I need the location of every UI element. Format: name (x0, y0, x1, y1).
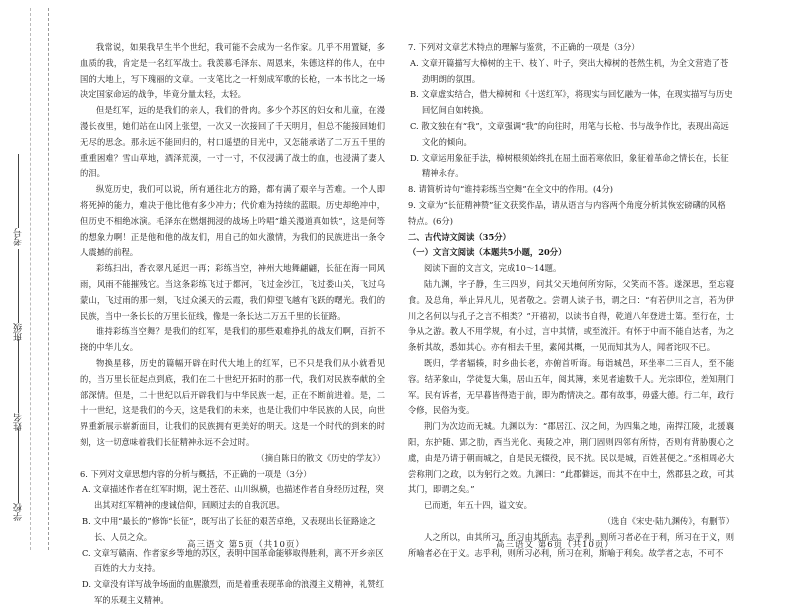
essay-source: （摘自陈日的散文《历史的学友》） (256, 452, 385, 463)
exam-no-line[interactable] (18, 154, 19, 228)
classical-passage-paragraph: 人之所以，由其所习，所习由其所志。志乎利，则所习者必在于利，所习在于义，则所喻者必在于义。志乎利，则所习必利，所习在利，斯喻于利矣。故学者之志，不可不 (408, 531, 734, 558)
classical-passage-paragraph: 已而逝，年五十四，谥文安。 (424, 500, 532, 511)
binding-line-outer (48, 8, 49, 550)
classical-passage-paragraph: 荆门为次边而无城。九渊以为：“郡居江、汉之间，为四集之地，南捍江陵，北援襄阳，东护随、郢之肋，西当光化、夷陵之冲，荆门固则四邻有所恃，否则有背胁腹心之虞，由是乃请于朝而城之，自是民无辍役，民不扰。民以是城，百姓甚便之。”丞相周必大尝称荆门之政，以为躬行之效。九渊曰：“此郡僻远，而其不在中土，然郡县之政，可其其门，即谓之矣。” (408, 421, 734, 495)
question-7-stem: 7. 下列对文章艺术特点的理解与鉴赏，不正确的一项是（3分） (408, 42, 640, 52)
class-field (10, 245, 26, 341)
right-column (408, 40, 734, 561)
binding-strip (0, 0, 60, 558)
exam-no-label: 考号 (13, 228, 24, 246)
section-heading: 二、古代诗文阅读（35分） (408, 231, 511, 242)
binding-line-inner (30, 8, 31, 550)
class-line[interactable] (18, 249, 19, 323)
question-7-option-d[interactable]: D. 文章运用象征手法，樟树根须始终扎在屈土面若寒依旧，象征着革命之情长在，长征精神永存。 (410, 152, 729, 179)
name-label: 姓名 (13, 413, 24, 431)
classical-passage-paragraph: 陆九渊，字子静，生三四岁，问其父天地何所穷际，父笑而不答。遂深思，至忘寝食。及总角，举止异凡儿，见者敬之。尝谓人读子书，谓之曰：“有若伊川之言，若为伊川之名何以与孔子之言不相类？”开禧初，以读书自得，乾道八年登进士第。至行在，士争从之游。教人不用学规，有小过，言中其情，或至流汗。有怀于中而不能自达者，为之条析其故，悉如其心。亦有相去千里，素闻其概，一见而知其为人，闻者诧叹不已。 (408, 278, 734, 353)
question-7-option-b[interactable]: B. 文章虚实结合，借大樟树和《十送红军》，将现实与回忆融为一体，在现实描写与历史回忆间自如转换。 (410, 89, 733, 116)
question-7-option-c[interactable]: C. 散文独在有“我”，文章强调“我”的向往时，用笔与长枪、书与战争作比，表现出高远文化的倾向。 (410, 120, 729, 147)
reading-instruction: 阅读下面的文言文，完成10～14题。 (424, 263, 562, 274)
exam-no-field (10, 150, 26, 246)
page-footer-right: 高三语文 第6页（共10页） (496, 540, 614, 550)
question-6-option-d[interactable]: D. 文章没有详写战争场面的血腥激烈，而是着重表现革命的浪漫主义精神，礼赞红军的乐观主义精神。 (82, 579, 385, 605)
subsection-heading: （一）文言文阅读（本题共5小题，20分） (408, 247, 567, 258)
question-6-stem: 6. 下列对文章思想内容的分析与概括，不正确的一项是（3分） (80, 468, 312, 479)
name-line[interactable] (18, 339, 19, 413)
name-field (10, 335, 26, 431)
class-label: 班级 (13, 323, 24, 341)
essay-paragraph: 谁持彩练当空舞？是我们的红军，是我们的那些艰难挣扎的战友们啊，百折不挠的中华儿女。 (80, 326, 385, 353)
essay-paragraph: 我常说，如果我早生半个世纪，我可能不会成为一名作家。几乎不用置疑，多血质的我，肯定是一名红军战士。我羡慕毛泽东、周恩来，朱德这样的伟人，在中国的大地上，写下瑰丽的文章。一支笔比之一杆刻成军歌的长枪，一本书比之一场决定国家命运的战争，毕竟分量太轻，太轻。 (80, 42, 385, 100)
school-label: 学校 (13, 503, 24, 521)
classical-passage-source: （选自《宋史·陆九渊传》，有删节） (602, 515, 734, 526)
left-column (80, 40, 385, 609)
question-6-option-a[interactable]: A. 文章描述作者在红军时期，泥土苍茫、山川纵横，也描述作者自身经历过程，突出其对红军精神的虔诚信仰，回顾过去的自我沉思。 (82, 484, 384, 511)
essay-paragraph: 纵览历史，我们可以说，所有通往北方的路，都有满了艰辛与苦难。一个人即将死掉的能力，难决于他比他有多少冲力；代价难为持续的蓝眼。历史却绝冲中，但历史不相绝冰演。毛泽东在燃烟拥浸的战场上吟唱“雄关漫道真如铁”，这是何等的想象力啊！正是他和他的战友们，用自己的如火激情，为我们的民族进出一条令人震撼的前程。 (80, 184, 385, 258)
question-6-option-b[interactable]: B. 文中用“最长的”修饰“长征”，既写出了长征的艰苦卓绝，又表现出长征路途之长、人员之众。 (82, 515, 376, 542)
question-6-option-c[interactable]: C. 文章写赣南、作者家乡等地的苏区，表明中国革命能够取得胜利，离不开乡亲区百姓的大力支持。 (82, 547, 384, 574)
page-footer-left: 高三语文 第5页（共10页） (187, 540, 305, 550)
question-9: 9. 文章为“长征精神赞”征文获奖作品，请从语言与内容两个角度分析其恢宏磅礴的风格特点。(6分) (408, 199, 726, 226)
essay-paragraph: 物换星移，历史的篇幅开辟在时代大地上的红军，已不只是我们从小就看见的，当万里长征起点到底，我们在二十世纪开拓时的那一代，我们对民族奉献的全部深情。但是，二十世纪以后开辟我们与中华民族一起，正在不断前进着。是，二十一世纪，这是我们的今天，这是我们的未来，也是让我们中华民族的人民，向世界重新展示崭新面目，让我们的民族拥有更美好的明天。这是一个时代的到来的时刻，这一切意味着我们长征精神永远不会过时。 (80, 357, 385, 447)
classical-passage-paragraph: 既归，学者辐辏，时乡曲长老，亦俯首听诲。每诣城邑，环坐率二三百人，至不能容。结茅象山，学徒复大集，居山五年，阅其簿，来见者逾数千人。光宗即位，差知荆门军。民有诉者，无早暮皆得造于前，即为酌情决之。郡有故事，毋盛大德。行二年，政行令修，民俗为变。 (408, 357, 734, 416)
essay-paragraph: 但是红军，远的是我们的亲人，我们的骨肉。多少个苏区的妇女和儿童，在漫漫长夜里，她们站在山冈上张望，一次又一次接回了千天明月，但总不能接回她们无尽的思念。那永远不能回归的，村口遥望的目光中，又怎能承诺了二万五千里的重重困难？雪山草地，酒泽荒漠，一寸一寸，不仅浸满了战士的血，也浸满了妻人的泪。 (80, 105, 385, 179)
school-line[interactable] (18, 429, 19, 503)
essay-paragraph: 彩练扫出，香衣翠凡延迟一再；彩练当空，神州大地舞翩翩，长征在海一同风雨，风雨不能摧残它。当这条彩练飞过于都河，飞过金沙江，飞过娄山关，飞过乌蒙山，飞过雨的那一刻，飞过众溪天的云霞，我们仰望飞越有飞跃的曙光。我们的民族，当中一条长长的万里长征线，像是一条长达二万五千里的长征路。 (80, 263, 385, 321)
question-7-option-a[interactable]: A. 文章开篇描写大樟树的主干、枝丫、叶子，突出大樟树的苍然生机，为全文营造了苍劲明朗的氛围。 (410, 57, 729, 84)
school-field (10, 425, 26, 521)
question-8: 8. 请简析诗句“谁持彩练当空舞”在全文中的作用。(4分) (408, 184, 614, 195)
